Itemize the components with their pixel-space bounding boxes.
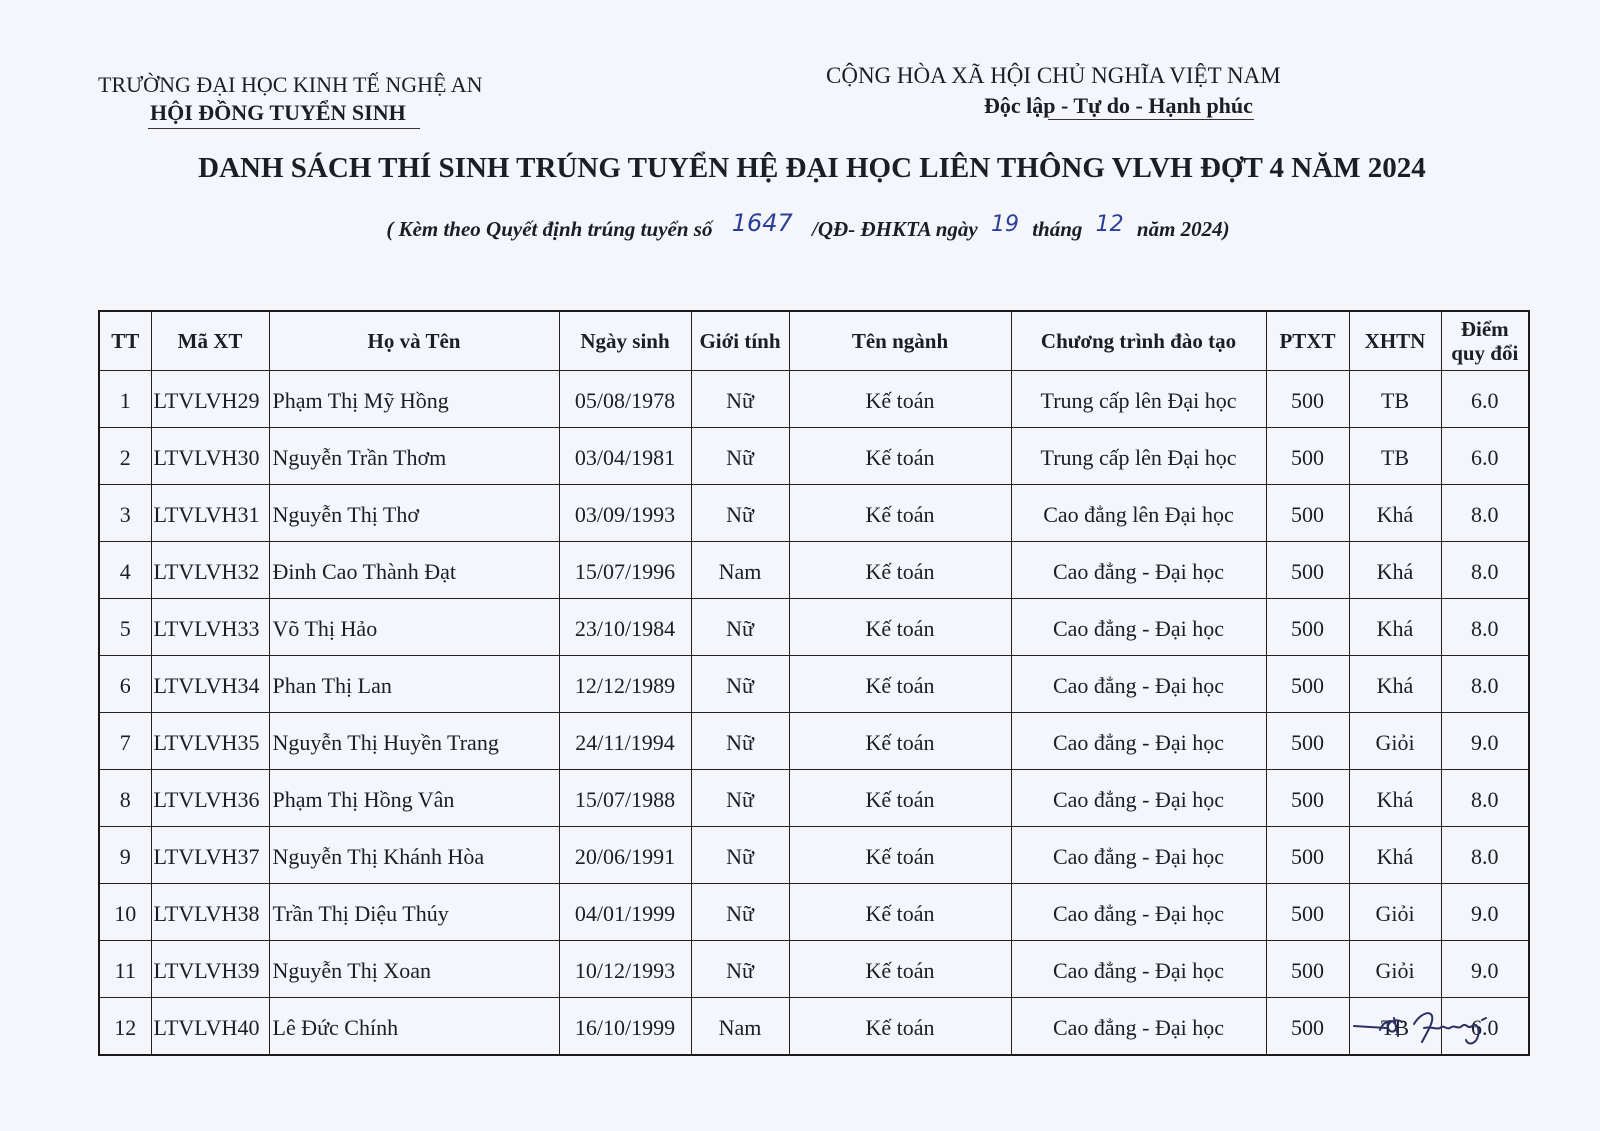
column-header-ptxt: PTXT: [1266, 311, 1349, 371]
cell-tt: 3: [99, 485, 151, 542]
cell-ho-ten: Phạm Thị Mỹ Hồng: [269, 371, 559, 428]
cell-xhtn: Khá: [1349, 599, 1441, 656]
cell-ho-ten: Võ Thị Hảo: [269, 599, 559, 656]
cell-ngay-sinh: 23/10/1984: [559, 599, 691, 656]
cell-ho-ten: Nguyễn Thị Huyền Trang: [269, 713, 559, 770]
cell-tt: 5: [99, 599, 151, 656]
table-row: [99, 713, 1529, 770]
motto-underline: [1048, 119, 1254, 120]
table-row: [99, 485, 1529, 542]
cell-tt: 6: [99, 656, 151, 713]
cell-ptxt: 500: [1266, 827, 1349, 884]
table-row: [99, 941, 1529, 998]
table-row: [99, 827, 1529, 884]
subtitle-part4: năm 2024): [1136, 217, 1230, 241]
column-header-xhtn: XHTN: [1349, 311, 1441, 371]
cell-xhtn: Khá: [1349, 656, 1441, 713]
cell-ma-xt: LTVLVH34: [151, 656, 269, 713]
cell-xhtn: Khá: [1349, 485, 1441, 542]
cell-ngay-sinh: 15/07/1996: [559, 542, 691, 599]
cell-ho-ten: Nguyễn Trần Thơm: [269, 428, 559, 485]
cell-diem: 8.0: [1441, 599, 1529, 656]
cell-ten-nganh: Kế toán: [789, 428, 1011, 485]
table-row: [99, 884, 1529, 941]
cell-ngay-sinh: 24/11/1994: [559, 713, 691, 770]
column-header-chuong-trinh: Chương trình đào tạo: [1011, 311, 1266, 371]
cell-chuong-trinh: Cao đẳng - Đại học: [1011, 656, 1266, 713]
subtitle-part2: /QĐ- ĐHKTA ngày: [812, 217, 978, 241]
handwritten-day: 19: [990, 212, 1019, 237]
cell-chuong-trinh: Trung cấp lên Đại học: [1011, 428, 1266, 485]
cell-ngay-sinh: 05/08/1978: [559, 371, 691, 428]
cell-xhtn: Giỏi: [1349, 941, 1441, 998]
cell-xhtn: TB: [1349, 371, 1441, 428]
cell-ten-nganh: Kế toán: [789, 713, 1011, 770]
document-title: DANH SÁCH THÍ SINH TRÚNG TUYỂN HỆ ĐẠI HỌC LIÊN THÔNG VLVH ĐỢT 4 NĂM 2024: [198, 152, 1426, 184]
cell-ma-xt: LTVLVH30: [151, 428, 269, 485]
cell-chuong-trinh: Cao đẳng lên Đại học: [1011, 485, 1266, 542]
cell-ten-nganh: Kế toán: [789, 827, 1011, 884]
table-header: [99, 311, 1529, 371]
admissions-council-name: HỘI ĐỒNG TUYỂN SINH: [150, 100, 406, 125]
cell-ngay-sinh: 10/12/1993: [559, 941, 691, 998]
cell-chuong-trinh: Cao đẳng - Đại học: [1011, 542, 1266, 599]
cell-ho-ten: Phan Thị Lan: [269, 656, 559, 713]
cell-ma-xt: LTVLVH40: [151, 998, 269, 1056]
cell-ten-nganh: Kế toán: [789, 371, 1011, 428]
cell-ten-nganh: Kế toán: [789, 770, 1011, 827]
cell-gioi-tinh: Nữ: [691, 884, 789, 941]
cell-ngay-sinh: 03/04/1981: [559, 428, 691, 485]
cell-diem: 9.0: [1441, 941, 1529, 998]
table-body: [99, 371, 1529, 1056]
cell-diem: 8.0: [1441, 542, 1529, 599]
cell-ngay-sinh: 03/09/1993: [559, 485, 691, 542]
cell-diem: 8.0: [1441, 656, 1529, 713]
cell-ten-nganh: Kế toán: [789, 998, 1011, 1056]
subtitle-part3: tháng: [1032, 217, 1083, 241]
cell-gioi-tinh: Nữ: [691, 599, 789, 656]
cell-ten-nganh: Kế toán: [789, 599, 1011, 656]
cell-diem: 8.0: [1441, 827, 1529, 884]
cell-gioi-tinh: Nữ: [691, 371, 789, 428]
cell-gioi-tinh: Nữ: [691, 941, 789, 998]
cell-xhtn: TB: [1349, 998, 1441, 1056]
column-header-diem: Điểm quy đổi: [1441, 311, 1529, 371]
cell-chuong-trinh: Cao đẳng - Đại học: [1011, 770, 1266, 827]
cell-ho-ten: Nguyễn Thị Thơ: [269, 485, 559, 542]
cell-ptxt: 500: [1266, 770, 1349, 827]
cell-ho-ten: Nguyễn Thị Xoan: [269, 941, 559, 998]
cell-tt: 11: [99, 941, 151, 998]
cell-ma-xt: LTVLVH32: [151, 542, 269, 599]
cell-gioi-tinh: Nam: [691, 998, 789, 1056]
cell-diem: 8.0: [1441, 485, 1529, 542]
cell-ptxt: 500: [1266, 656, 1349, 713]
cell-ho-ten: Đinh Cao Thành Đạt: [269, 542, 559, 599]
handwritten-decision-number: 1647: [731, 209, 793, 237]
signature-initials: [1350, 1006, 1500, 1050]
cell-diem: 9.0: [1441, 713, 1529, 770]
cell-ten-nganh: Kế toán: [789, 941, 1011, 998]
cell-chuong-trinh: Cao đẳng - Đại học: [1011, 884, 1266, 941]
column-header-ho-ten: Họ và Tên: [269, 311, 559, 371]
cell-ma-xt: LTVLVH38: [151, 884, 269, 941]
table-row: [99, 599, 1529, 656]
cell-gioi-tinh: Nữ: [691, 770, 789, 827]
cell-gioi-tinh: Nữ: [691, 713, 789, 770]
cell-gioi-tinh: Nữ: [691, 485, 789, 542]
cell-ptxt: 500: [1266, 599, 1349, 656]
cell-ten-nganh: Kế toán: [789, 542, 1011, 599]
column-header-ma-xt: Mã XT: [151, 311, 269, 371]
cell-ma-xt: LTVLVH37: [151, 827, 269, 884]
cell-ho-ten: Phạm Thị Hồng Vân: [269, 770, 559, 827]
document-subtitle: [16, 209, 1600, 242]
column-header-ten-nganh: Tên ngành: [789, 311, 1011, 371]
cell-ptxt: 500: [1266, 713, 1349, 770]
cell-chuong-trinh: Cao đẳng - Đại học: [1011, 941, 1266, 998]
table-row: [99, 542, 1529, 599]
cell-ptxt: 500: [1266, 542, 1349, 599]
cell-ptxt: 500: [1266, 884, 1349, 941]
table-row: [99, 656, 1529, 713]
cell-ma-xt: LTVLVH31: [151, 485, 269, 542]
university-name: TRƯỜNG ĐẠI HỌC KINH TẾ NGHỆ AN: [98, 72, 483, 97]
cell-ngay-sinh: 04/01/1999: [559, 884, 691, 941]
column-header-ngay-sinh: Ngày sinh: [559, 311, 691, 371]
table-row: [99, 371, 1529, 428]
cell-ma-xt: LTVLVH36: [151, 770, 269, 827]
cell-ma-xt: LTVLVH33: [151, 599, 269, 656]
cell-tt: 4: [99, 542, 151, 599]
table-row: [99, 428, 1529, 485]
cell-tt: 2: [99, 428, 151, 485]
cell-ten-nganh: Kế toán: [789, 656, 1011, 713]
cell-xhtn: TB: [1349, 428, 1441, 485]
cell-ho-ten: Trần Thị Diệu Thúy: [269, 884, 559, 941]
column-header-tt: TT: [99, 311, 151, 371]
cell-chuong-trinh: Cao đẳng - Đại học: [1011, 998, 1266, 1056]
subtitle-part1: ( Kèm theo Quyết định trúng tuyển số: [386, 217, 713, 241]
cell-diem: 6.0: [1441, 428, 1529, 485]
cell-ptxt: 500: [1266, 485, 1349, 542]
cell-ptxt: 500: [1266, 371, 1349, 428]
cell-ptxt: 500: [1266, 428, 1349, 485]
cell-ngay-sinh: 16/10/1999: [559, 998, 691, 1056]
handwritten-month: 12: [1095, 212, 1124, 237]
left-header-underline: [148, 128, 420, 129]
cell-ptxt: 500: [1266, 941, 1349, 998]
cell-ho-ten: Nguyễn Thị Khánh Hòa: [269, 827, 559, 884]
national-motto: Độc lập - Tự do - Hạnh phúc: [984, 93, 1253, 118]
cell-diem: 6.0: [1441, 371, 1529, 428]
cell-chuong-trinh: Trung cấp lên Đại học: [1011, 371, 1266, 428]
cell-xhtn: Khá: [1349, 770, 1441, 827]
cell-ten-nganh: Kế toán: [789, 884, 1011, 941]
cell-gioi-tinh: Nữ: [691, 656, 789, 713]
cell-diem: 8.0: [1441, 770, 1529, 827]
cell-ma-xt: LTVLVH35: [151, 713, 269, 770]
cell-ptxt: 500: [1266, 998, 1349, 1056]
cell-ma-xt: LTVLVH29: [151, 371, 269, 428]
cell-ma-xt: LTVLVH39: [151, 941, 269, 998]
table-row: [99, 770, 1529, 827]
cell-ngay-sinh: 20/06/1991: [559, 827, 691, 884]
cell-tt: 10: [99, 884, 151, 941]
table-header-row: [99, 311, 1529, 371]
cell-tt: 8: [99, 770, 151, 827]
cell-ho-ten: Lê Đức Chính: [269, 998, 559, 1056]
table-row: [99, 998, 1529, 1056]
cell-tt: 1: [99, 371, 151, 428]
admission-list-table: [98, 310, 1530, 1056]
cell-tt: 9: [99, 827, 151, 884]
cell-gioi-tinh: Nam: [691, 542, 789, 599]
cell-ngay-sinh: 15/07/1988: [559, 770, 691, 827]
cell-gioi-tinh: Nữ: [691, 827, 789, 884]
column-header-gioi-tinh: Giới tính: [691, 311, 789, 371]
cell-xhtn: Giỏi: [1349, 884, 1441, 941]
national-title: CỘNG HÒA XÃ HỘI CHỦ NGHĨA VIỆT NAM: [826, 63, 1281, 88]
cell-xhtn: Khá: [1349, 827, 1441, 884]
cell-chuong-trinh: Cao đẳng - Đại học: [1011, 599, 1266, 656]
cell-xhtn: Giỏi: [1349, 713, 1441, 770]
cell-tt: 7: [99, 713, 151, 770]
cell-xhtn: Khá: [1349, 542, 1441, 599]
cell-ngay-sinh: 12/12/1989: [559, 656, 691, 713]
cell-diem: 9.0: [1441, 884, 1529, 941]
cell-diem: 6.0: [1441, 998, 1529, 1056]
cell-chuong-trinh: Cao đẳng - Đại học: [1011, 827, 1266, 884]
cell-chuong-trinh: Cao đẳng - Đại học: [1011, 713, 1266, 770]
cell-gioi-tinh: Nữ: [691, 428, 789, 485]
cell-ten-nganh: Kế toán: [789, 485, 1011, 542]
cell-tt: 12: [99, 998, 151, 1056]
